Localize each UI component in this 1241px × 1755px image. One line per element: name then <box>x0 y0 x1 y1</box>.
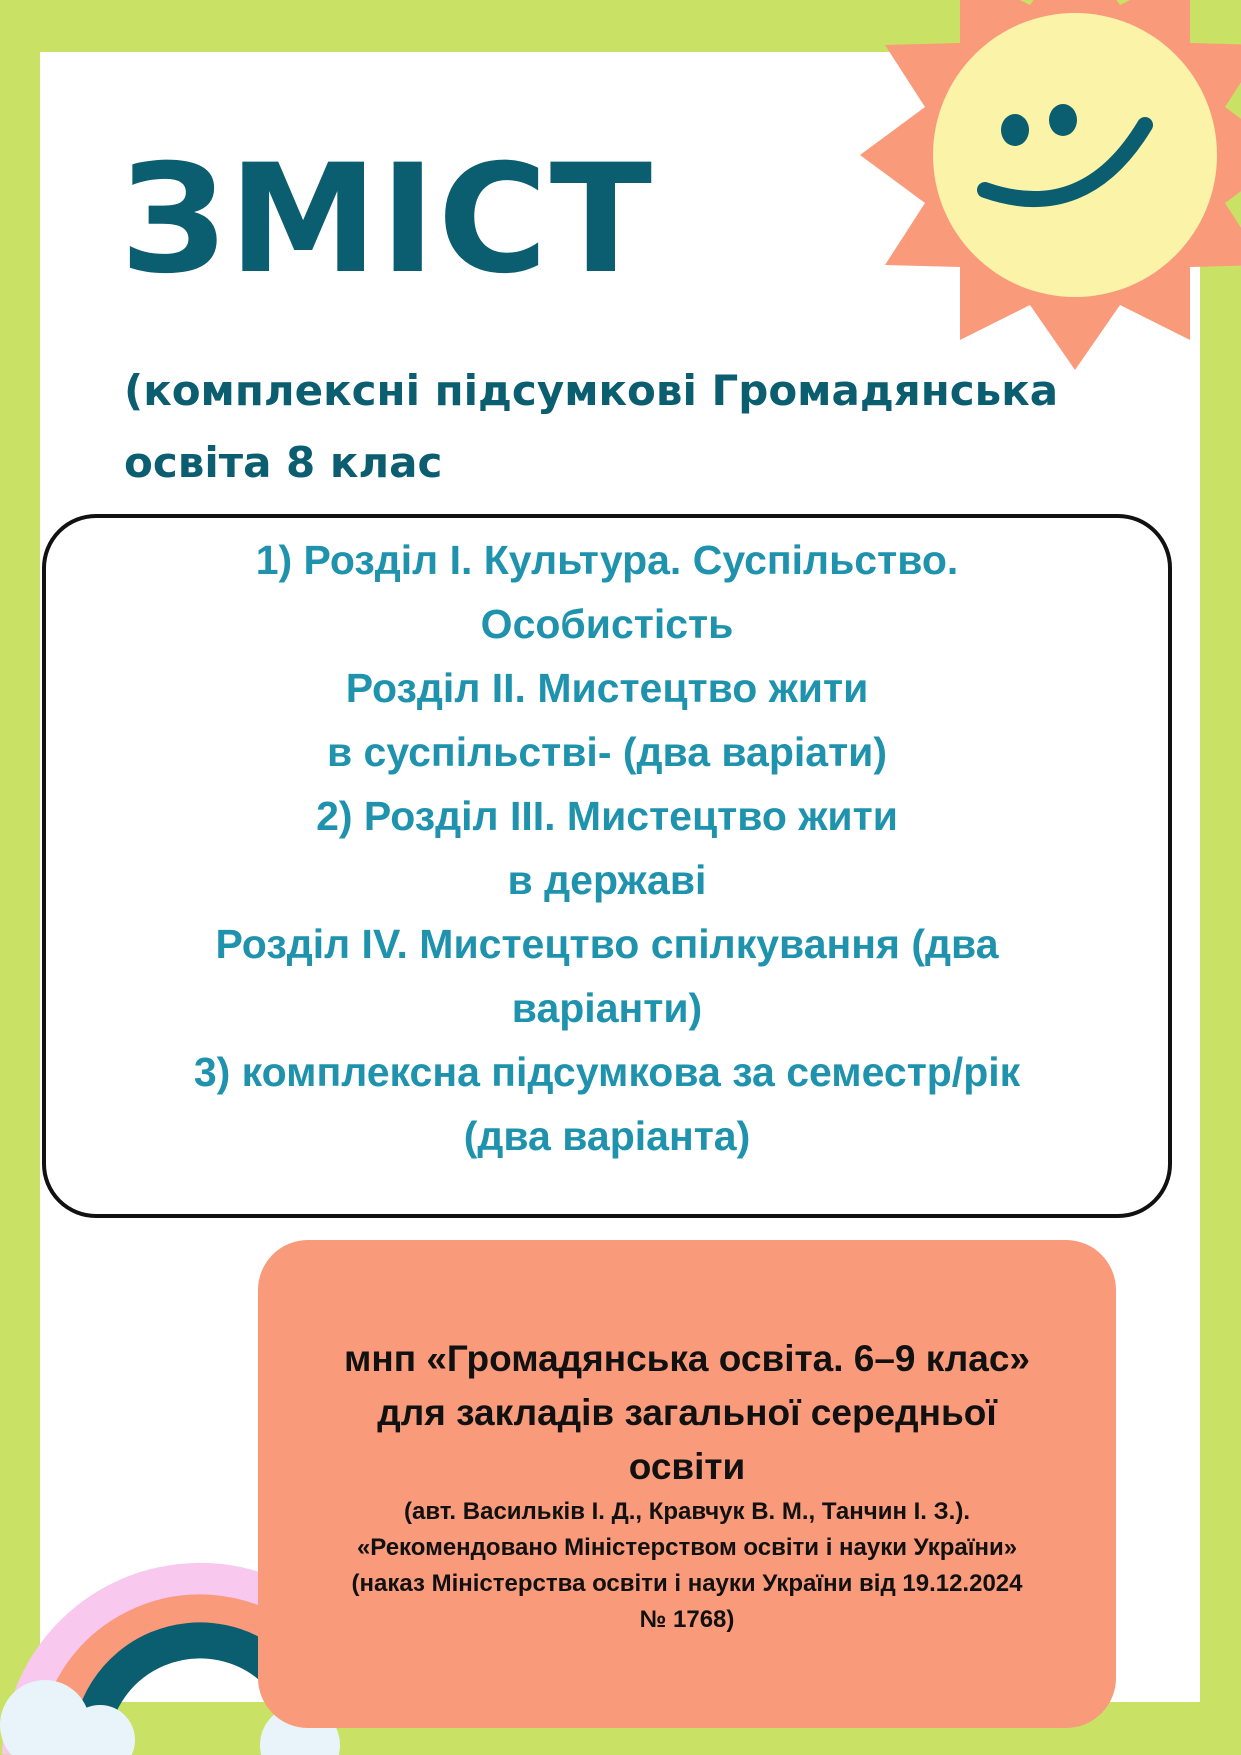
contents-line: в суспільстві- (два варіати) <box>326 729 888 775</box>
contents-line: Розділ ІІ. Мистецтво жити <box>345 665 869 711</box>
source-main-line: для закладів загальної середньої <box>377 1392 997 1433</box>
source-small-line: (наказ Міністерства освіти і науки України від 19.12.2024 <box>351 1570 1023 1597</box>
contents-line: 2) Розділ ІІІ. Мистецтво жити <box>316 793 898 839</box>
page-subtitle <box>124 355 1074 499</box>
source-main-line: мнп «Громадянська освіта. 6–9 клас» <box>344 1338 1030 1379</box>
contents-line: варіанти) <box>511 985 703 1031</box>
contents-line: Розділ IV. Мистецтво спілкування (два <box>215 921 999 967</box>
source-info-box <box>258 1240 1116 1728</box>
subtitle-line: (комплексні підсумкові Громадянська <box>124 366 1059 415</box>
subtitle-line: освіта 8 клас <box>124 438 443 487</box>
source-small-line: (авт. Васильків І. Д., Кравчук В. М., Танчин І. З.). <box>404 1498 970 1525</box>
source-main-line: освіти <box>628 1446 746 1487</box>
contents-line: Особистість <box>480 601 734 647</box>
contents-line: (два варіанта) <box>463 1113 751 1159</box>
contents-line: в державі <box>507 857 707 903</box>
page-title: ЗМІСТ <box>120 133 655 307</box>
contents-line: 3) комплексна підсумкова за семестр/рік <box>193 1049 1021 1095</box>
source-small-line: «Рекомендовано Міністерством освіти і науки України» <box>356 1534 1018 1561</box>
source-small-line: № 1768) <box>639 1606 735 1633</box>
contents-line: 1) Розділ І. Культура. Суспільство. <box>255 537 959 583</box>
contents-box <box>42 514 1172 1218</box>
